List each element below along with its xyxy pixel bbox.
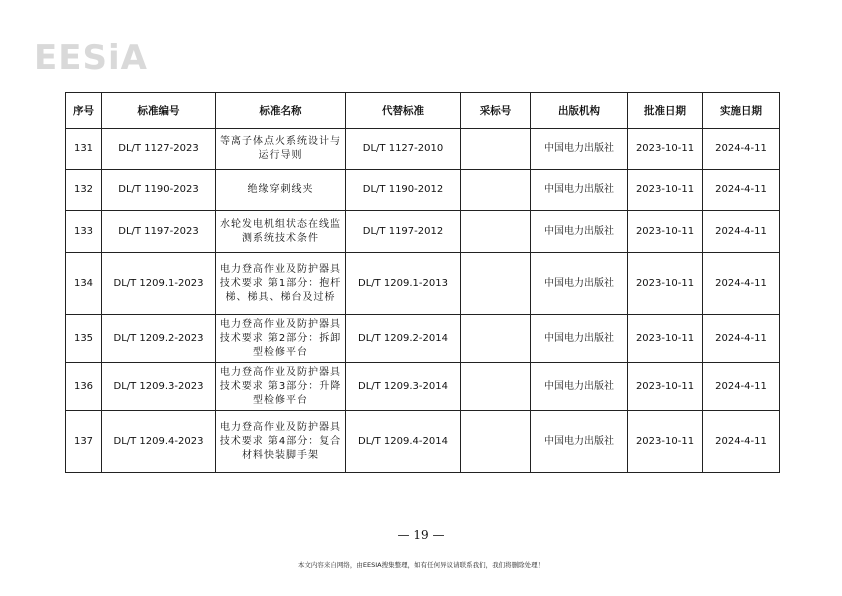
table-row: [66, 253, 780, 315]
cell-implement-date: 2024-4-11: [703, 411, 780, 473]
cell-no: 133: [66, 211, 102, 253]
cell-implement-date: 2024-4-11: [703, 211, 780, 253]
cell-adopt: [461, 411, 531, 473]
eesia-logo: EESiA: [34, 38, 148, 78]
cell-implement-date: 2024-4-11: [703, 315, 780, 363]
cell-approve-date: 2023-10-11: [628, 253, 703, 315]
cell-publisher: 中国电力出版社: [531, 315, 628, 363]
table-row: [66, 315, 780, 363]
cell-replaces: DL/T 1209.3-2014: [346, 363, 461, 411]
header-publisher: 出版机构: [531, 93, 628, 129]
table-header-row: [66, 93, 780, 129]
cell-publisher: 中国电力出版社: [531, 411, 628, 473]
cell-approve-date: 2023-10-11: [628, 129, 703, 170]
cell-replaces: DL/T 1127-2010: [346, 129, 461, 170]
cell-adopt: [461, 363, 531, 411]
cell-approve-date: 2023-10-11: [628, 315, 703, 363]
cell-no: 131: [66, 129, 102, 170]
cell-name: 电力登高作业及防护器具技术要求 第4部分：复合材料快装脚手架: [216, 411, 346, 473]
cell-replaces: DL/T 1190-2012: [346, 170, 461, 211]
cell-publisher: 中国电力出版社: [531, 363, 628, 411]
header-no: 序号: [66, 93, 102, 129]
cell-name: 电力登高作业及防护器具技术要求 第1部分：抱杆梯、梯具、梯台及过桥: [216, 253, 346, 315]
cell-approve-date: 2023-10-11: [628, 211, 703, 253]
cell-code: DL/T 1190-2023: [102, 170, 216, 211]
cell-replaces: DL/T 1209.2-2014: [346, 315, 461, 363]
cell-implement-date: 2024-4-11: [703, 363, 780, 411]
cell-replaces: DL/T 1209.4-2014: [346, 411, 461, 473]
table-row: [66, 129, 780, 170]
cell-name: 等离子体点火系统设计与运行导则: [216, 129, 346, 170]
cell-adopt: [461, 253, 531, 315]
table-row: [66, 411, 780, 473]
cell-publisher: 中国电力出版社: [531, 211, 628, 253]
footer-disclaimer: 本文内容来自网络，由EESIA搜集整理，如有任何异议请联系我们，我们将删除处理！: [297, 561, 545, 569]
cell-no: 132: [66, 170, 102, 211]
cell-name: 电力登高作业及防护器具技术要求 第2部分：拆卸型检修平台: [216, 315, 346, 363]
cell-no: 135: [66, 315, 102, 363]
header-replaces: 代替标准: [346, 93, 461, 129]
cell-implement-date: 2024-4-11: [703, 253, 780, 315]
header-implement-date: 实施日期: [703, 93, 780, 129]
cell-no: 134: [66, 253, 102, 315]
cell-replaces: DL/T 1209.1-2013: [346, 253, 461, 315]
header-code: 标准编号: [102, 93, 216, 129]
cell-publisher: 中国电力出版社: [531, 129, 628, 170]
cell-approve-date: 2023-10-11: [628, 170, 703, 211]
table-row: [66, 170, 780, 211]
cell-code: DL/T 1127-2023: [102, 129, 216, 170]
cell-adopt: [461, 315, 531, 363]
cell-code: DL/T 1209.4-2023: [102, 411, 216, 473]
page-number: — 19 —: [397, 528, 445, 542]
cell-code: DL/T 1209.1-2023: [102, 253, 216, 315]
header-approve-date: 批准日期: [628, 93, 703, 129]
header-adopt: 采标号: [461, 93, 531, 129]
cell-adopt: [461, 211, 531, 253]
cell-no: 136: [66, 363, 102, 411]
cell-adopt: [461, 129, 531, 170]
cell-name: 绝缘穿刺线夹: [216, 170, 346, 211]
cell-no: 137: [66, 411, 102, 473]
table-row: [66, 211, 780, 253]
cell-code: DL/T 1197-2023: [102, 211, 216, 253]
table-row: [66, 363, 780, 411]
cell-publisher: 中国电力出版社: [531, 170, 628, 211]
header-name: 标准名称: [216, 93, 346, 129]
cell-adopt: [461, 170, 531, 211]
cell-name: 水轮发电机组状态在线监测系统技术条件: [216, 211, 346, 253]
cell-approve-date: 2023-10-11: [628, 411, 703, 473]
cell-code: DL/T 1209.3-2023: [102, 363, 216, 411]
cell-publisher: 中国电力出版社: [531, 253, 628, 315]
standards-table: [65, 92, 780, 473]
cell-implement-date: 2024-4-11: [703, 170, 780, 211]
cell-implement-date: 2024-4-11: [703, 129, 780, 170]
cell-replaces: DL/T 1197-2012: [346, 211, 461, 253]
cell-name: 电力登高作业及防护器具技术要求 第3部分：升降型检修平台: [216, 363, 346, 411]
cell-code: DL/T 1209.2-2023: [102, 315, 216, 363]
cell-approve-date: 2023-10-11: [628, 363, 703, 411]
